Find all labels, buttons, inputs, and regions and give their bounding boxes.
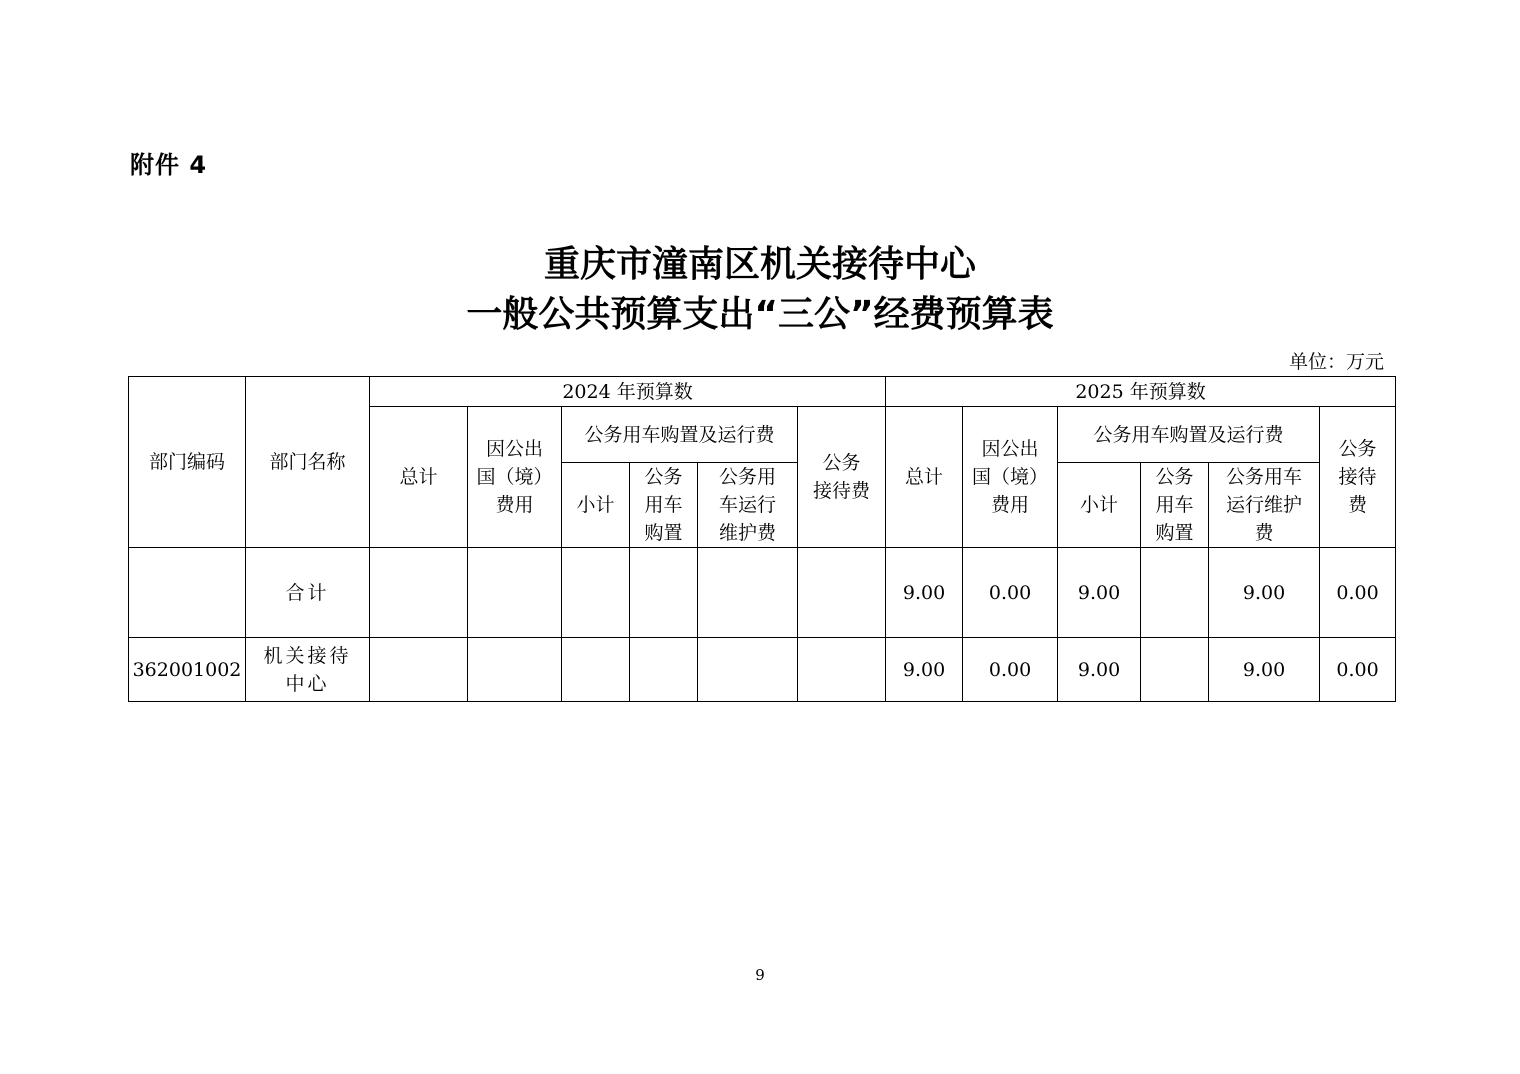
- cell-dept-name-line1: 合计: [285, 581, 330, 604]
- cell-2025-vehicle-subtotal: 9.00: [1058, 638, 1141, 702]
- header-row-years: [129, 377, 1396, 407]
- header-reception-2025-line2: 接待: [1338, 466, 1377, 488]
- header-abroad-2025-line2: 国（境）: [972, 466, 1049, 488]
- document-title: [0, 240, 1520, 340]
- header-purchase-2024-line2: 用车: [644, 494, 683, 516]
- header-total-2024: 总计: [370, 407, 468, 548]
- header-maintenance-2025-line3: 费: [1254, 522, 1274, 544]
- header-maintenance-2024: [698, 463, 798, 548]
- cell-2024-vehicle-purchase: [630, 548, 698, 638]
- header-subtotal-2025: 小计: [1058, 463, 1141, 548]
- cell-2025-vehicle-purchase: [1141, 548, 1209, 638]
- header-abroad-2024: [468, 407, 562, 548]
- header-reception-2025: [1320, 407, 1396, 548]
- header-subtotal-2024: 小计: [562, 463, 630, 548]
- cell-dept-code: [129, 548, 246, 638]
- header-reception-2025-line1: 公务: [1338, 438, 1377, 460]
- cell-2025-total: 9.00: [886, 548, 963, 638]
- unit-label: 单位：万元: [1288, 351, 1384, 373]
- cell-2024-reception: [798, 638, 886, 702]
- header-maintenance-2025-line2: 运行维护: [1226, 494, 1303, 516]
- cell-dept-name-line2: 中心: [285, 672, 330, 695]
- attachment-label: 附件 4: [130, 151, 208, 179]
- cell-2024-total: [370, 638, 468, 702]
- header-abroad-2024-line3: 费用: [495, 494, 534, 516]
- cell-2024-vehicle-subtotal: [562, 548, 630, 638]
- header-purchase-2025-line3: 购置: [1155, 522, 1194, 544]
- cell-dept-name: [246, 548, 370, 638]
- cell-2024-abroad: [468, 638, 562, 702]
- header-maintenance-2024-line1: 公务用: [718, 466, 776, 488]
- cell-2024-abroad: [468, 548, 562, 638]
- header-purchase-2025: [1141, 463, 1209, 548]
- header-maintenance-2024-line3: 维护费: [718, 522, 776, 544]
- cell-2025-abroad: 0.00: [963, 638, 1058, 702]
- header-maintenance-2024-line2: 车运行: [718, 494, 776, 516]
- header-purchase-2024: [630, 463, 698, 548]
- header-purchase-2024-line3: 购置: [644, 522, 683, 544]
- budget-table: [128, 376, 1396, 702]
- cell-2024-vehicle-maintenance: [698, 548, 798, 638]
- header-abroad-2024-line1: 因公出: [485, 438, 543, 460]
- cell-2025-abroad: 0.00: [963, 548, 1058, 638]
- cell-2024-vehicle-purchase: [630, 638, 698, 702]
- cell-2025-vehicle-maintenance: 9.00: [1209, 638, 1320, 702]
- header-abroad-2025: [963, 407, 1058, 548]
- cell-2024-vehicle-subtotal: [562, 638, 630, 702]
- cell-dept-name: [246, 638, 370, 702]
- header-maintenance-2025: [1209, 463, 1320, 548]
- cell-2024-vehicle-maintenance: [698, 638, 798, 702]
- cell-2025-vehicle-subtotal: 9.00: [1058, 548, 1141, 638]
- header-abroad-2025-line3: 费用: [991, 494, 1030, 516]
- table-row-dept: [129, 638, 1396, 702]
- header-maintenance-2025-line1: 公务用车: [1226, 466, 1303, 488]
- title-line-2: 一般公共预算支出“三公”经费预算表: [466, 294, 1054, 335]
- header-year-2025: 2025 年预算数: [886, 377, 1396, 407]
- cell-dept-name-line1: 机关接待: [263, 644, 352, 667]
- header-purchase-2025-line2: 用车: [1155, 494, 1194, 516]
- header-dept-name: 部门名称: [246, 377, 370, 548]
- header-vehicle-2024: 公务用车购置及运行费: [562, 407, 798, 463]
- cell-2025-vehicle-maintenance: 9.00: [1209, 548, 1320, 638]
- header-abroad-2024-line2: 国（境）: [476, 466, 553, 488]
- page-number: 9: [755, 966, 765, 984]
- cell-2024-total: [370, 548, 468, 638]
- table-row-total: [129, 548, 1396, 638]
- cell-2025-reception: 0.00: [1320, 548, 1396, 638]
- header-purchase-2025-line1: 公务: [1155, 466, 1194, 488]
- header-dept-code: 部门编码: [129, 377, 246, 548]
- cell-2025-total: 9.00: [886, 638, 963, 702]
- cell-dept-code: 362001002: [129, 638, 246, 702]
- header-reception-2025-line3: 费: [1348, 494, 1368, 516]
- header-reception-2024-line1: 公务: [822, 452, 861, 474]
- header-reception-2024-line2: 接待费: [813, 480, 871, 502]
- header-total-2025: 总计: [886, 407, 963, 548]
- cell-2024-reception: [798, 548, 886, 638]
- title-line-1: 重庆市潼南区机关接待中心: [543, 244, 976, 285]
- header-abroad-2025-line1: 因公出: [981, 438, 1039, 460]
- cell-2025-vehicle-purchase: [1141, 638, 1209, 702]
- header-year-2024: 2024 年预算数: [370, 377, 886, 407]
- header-reception-2024: [798, 407, 886, 548]
- header-purchase-2024-line1: 公务: [644, 466, 683, 488]
- header-vehicle-2025: 公务用车购置及运行费: [1058, 407, 1320, 463]
- cell-2025-reception: 0.00: [1320, 638, 1396, 702]
